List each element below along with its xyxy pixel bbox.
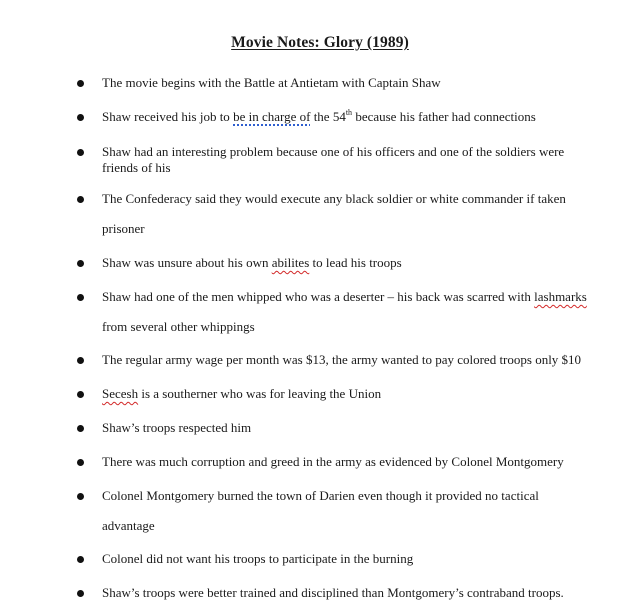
note-text: to lead his troops (309, 255, 402, 270)
bullet-icon (77, 556, 84, 563)
note-text: Shaw received his job to (102, 109, 234, 124)
misspelled-word: Secesh (102, 386, 139, 401)
note-text: because his father had connections (352, 109, 536, 124)
misspelled-word: lashmarks (534, 289, 587, 304)
note-line-continuation: advantage (102, 518, 155, 533)
bullet-icon (77, 196, 84, 203)
note-line-continuation: from several other whippings (102, 319, 255, 334)
note-line: Shaw had an interesting problem because one of his officers and one of the soldiers were (102, 144, 565, 159)
bullet-icon (77, 260, 84, 267)
note-line: The regular army wage per month was $13, the army wanted to pay colored troops only $10 (102, 352, 582, 367)
bullet-icon (77, 459, 84, 466)
note-line (102, 386, 381, 402)
bullet-icon (77, 80, 84, 87)
note-line: Colonel did not want his troops to participate in the burning (102, 551, 414, 566)
grammar-flagged-phrase: be in charge of (233, 109, 311, 124)
note-text: the 54 (310, 109, 346, 124)
note-line (102, 289, 587, 305)
bullet-icon (77, 590, 84, 597)
bullet-icon (77, 114, 84, 121)
note-text: is a southerner who was for leaving the Union (138, 386, 382, 401)
note-line: The movie begins with the Battle at Antietam with Captain Shaw (102, 75, 441, 90)
note-line: Shaw’s troops were better trained and disciplined than Montgomery’s contraband troops. (102, 585, 564, 600)
misspelled-word: abilites (271, 255, 310, 270)
bullet-icon (77, 149, 84, 156)
note-line: There was much corruption and greed in the army as evidenced by Colonel Montgomery (102, 454, 564, 469)
bullet-icon (77, 391, 84, 398)
bullet-icon (77, 357, 84, 364)
note-text: Shaw was unsure about his own (102, 255, 272, 270)
note-line (102, 109, 536, 125)
note-line (102, 255, 402, 271)
note-line-continuation: prisoner (102, 221, 145, 236)
note-line: The Confederacy said they would execute any black soldier or white commander if taken (102, 191, 566, 206)
page-title: Movie Notes: Glory (1989) (231, 34, 409, 51)
note-line-continuation: friends of his (102, 160, 171, 175)
note-line: Shaw’s troops respected him (102, 420, 252, 435)
superscript-text: th (345, 107, 353, 117)
bullet-icon (77, 294, 84, 301)
note-line: Colonel Montgomery burned the town of Darien even though it provided no tactical (102, 488, 539, 503)
bullet-icon (77, 493, 84, 500)
note-text: Shaw had one of the men whipped who was a deserter – his back was scarred with (102, 289, 535, 304)
bullet-icon (77, 425, 84, 432)
